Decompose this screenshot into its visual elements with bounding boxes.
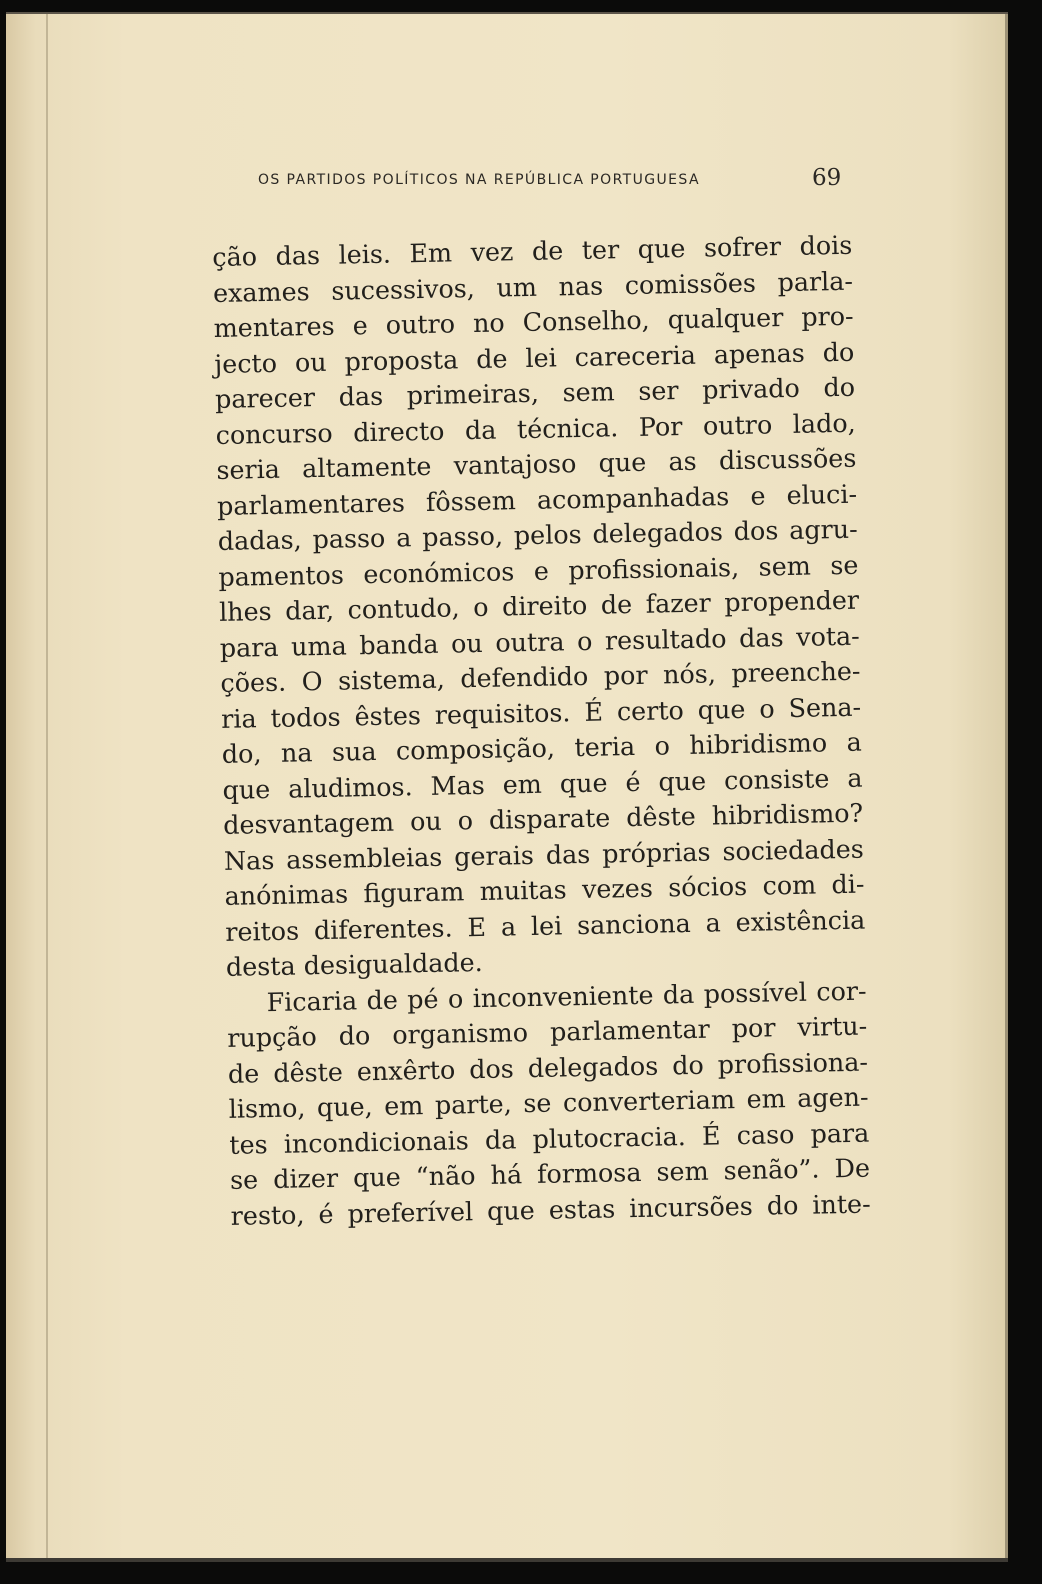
text-line: lhes dar, contudo, o direito de fazer propender (218, 584, 860, 627)
body-text (212, 228, 871, 1234)
text-line: desta desigualdade. (225, 946, 483, 982)
text-line: pamentos económicos e profissionais, sem se (218, 549, 859, 592)
page-number: 69 (812, 165, 842, 191)
text-line: rupção do organismo parlamentar por virtu- (227, 1010, 868, 1053)
text-line: de dêste enxêrto dos delegados do profissiona- (227, 1046, 869, 1089)
paragraph-2 (226, 973, 871, 1234)
text-line: concurso directo da técnica. Por outro lado, (215, 407, 856, 450)
text-line: dadas, passo a passo, pelos delegados dos agru- (217, 513, 858, 556)
text-line: do, na sua composição, teria o hibridismo a (221, 726, 863, 769)
text-line: reitos diferentes. E a lei sanciona a existência (224, 904, 866, 947)
text-line: seria altamente vantajoso que as discussões (216, 442, 857, 485)
paragraph-1 (212, 228, 866, 986)
text-line: ção das leis. Em vez de ter que sofrer dois (212, 229, 853, 272)
text-line: jecto ou proposta de lei careceria apenas do (214, 336, 855, 379)
text-line: exames sucessivos, um nas comissões parla- (212, 265, 854, 308)
text-line: tes incondicionais da plutocracia. É caso para (229, 1117, 870, 1160)
text-line: desvantagem ou o disparate dêste hibridismo? (222, 797, 864, 840)
text-line: resto, é preferível que estas incursões do inte- (230, 1188, 871, 1231)
text-line: anónimas figuram muitas vezes sócios com di- (224, 868, 865, 911)
text-line: Nas assembleias gerais das próprias sociedades (223, 833, 865, 876)
text-line: lismo, que, em parte, se converteriam em agen- (228, 1081, 869, 1124)
text-line: parecer das primeiras, sem ser privado do (214, 371, 856, 414)
page-gutter-edge (46, 14, 48, 1562)
page-bottom-edge (6, 1558, 1008, 1562)
text-line: Ficaria de pé o inconveniente da possível cor- (266, 975, 867, 1017)
text-line: que aludimos. Mas em que é que consiste a (222, 762, 863, 805)
text-line: parlamentares fôssem acompanhadas e eluci- (216, 478, 858, 521)
text-line: mentares e outro no Conselho, qualquer pro- (213, 300, 854, 343)
text-line: se dizer que “não há formosa sem senão”. De (229, 1152, 871, 1195)
page-right-edge (1005, 14, 1008, 1562)
text-line: para uma banda ou outra o resultado das vota- (219, 620, 860, 663)
running-head: OS PARTIDOS POLÍTICOS NA REPÚBLICA PORTUGUESA (258, 172, 700, 188)
text-line: ria todos êstes requisitos. É certo que o Sena- (220, 691, 862, 734)
text-line: ções. O sistema, defendido por nós, preenche- (220, 655, 861, 698)
